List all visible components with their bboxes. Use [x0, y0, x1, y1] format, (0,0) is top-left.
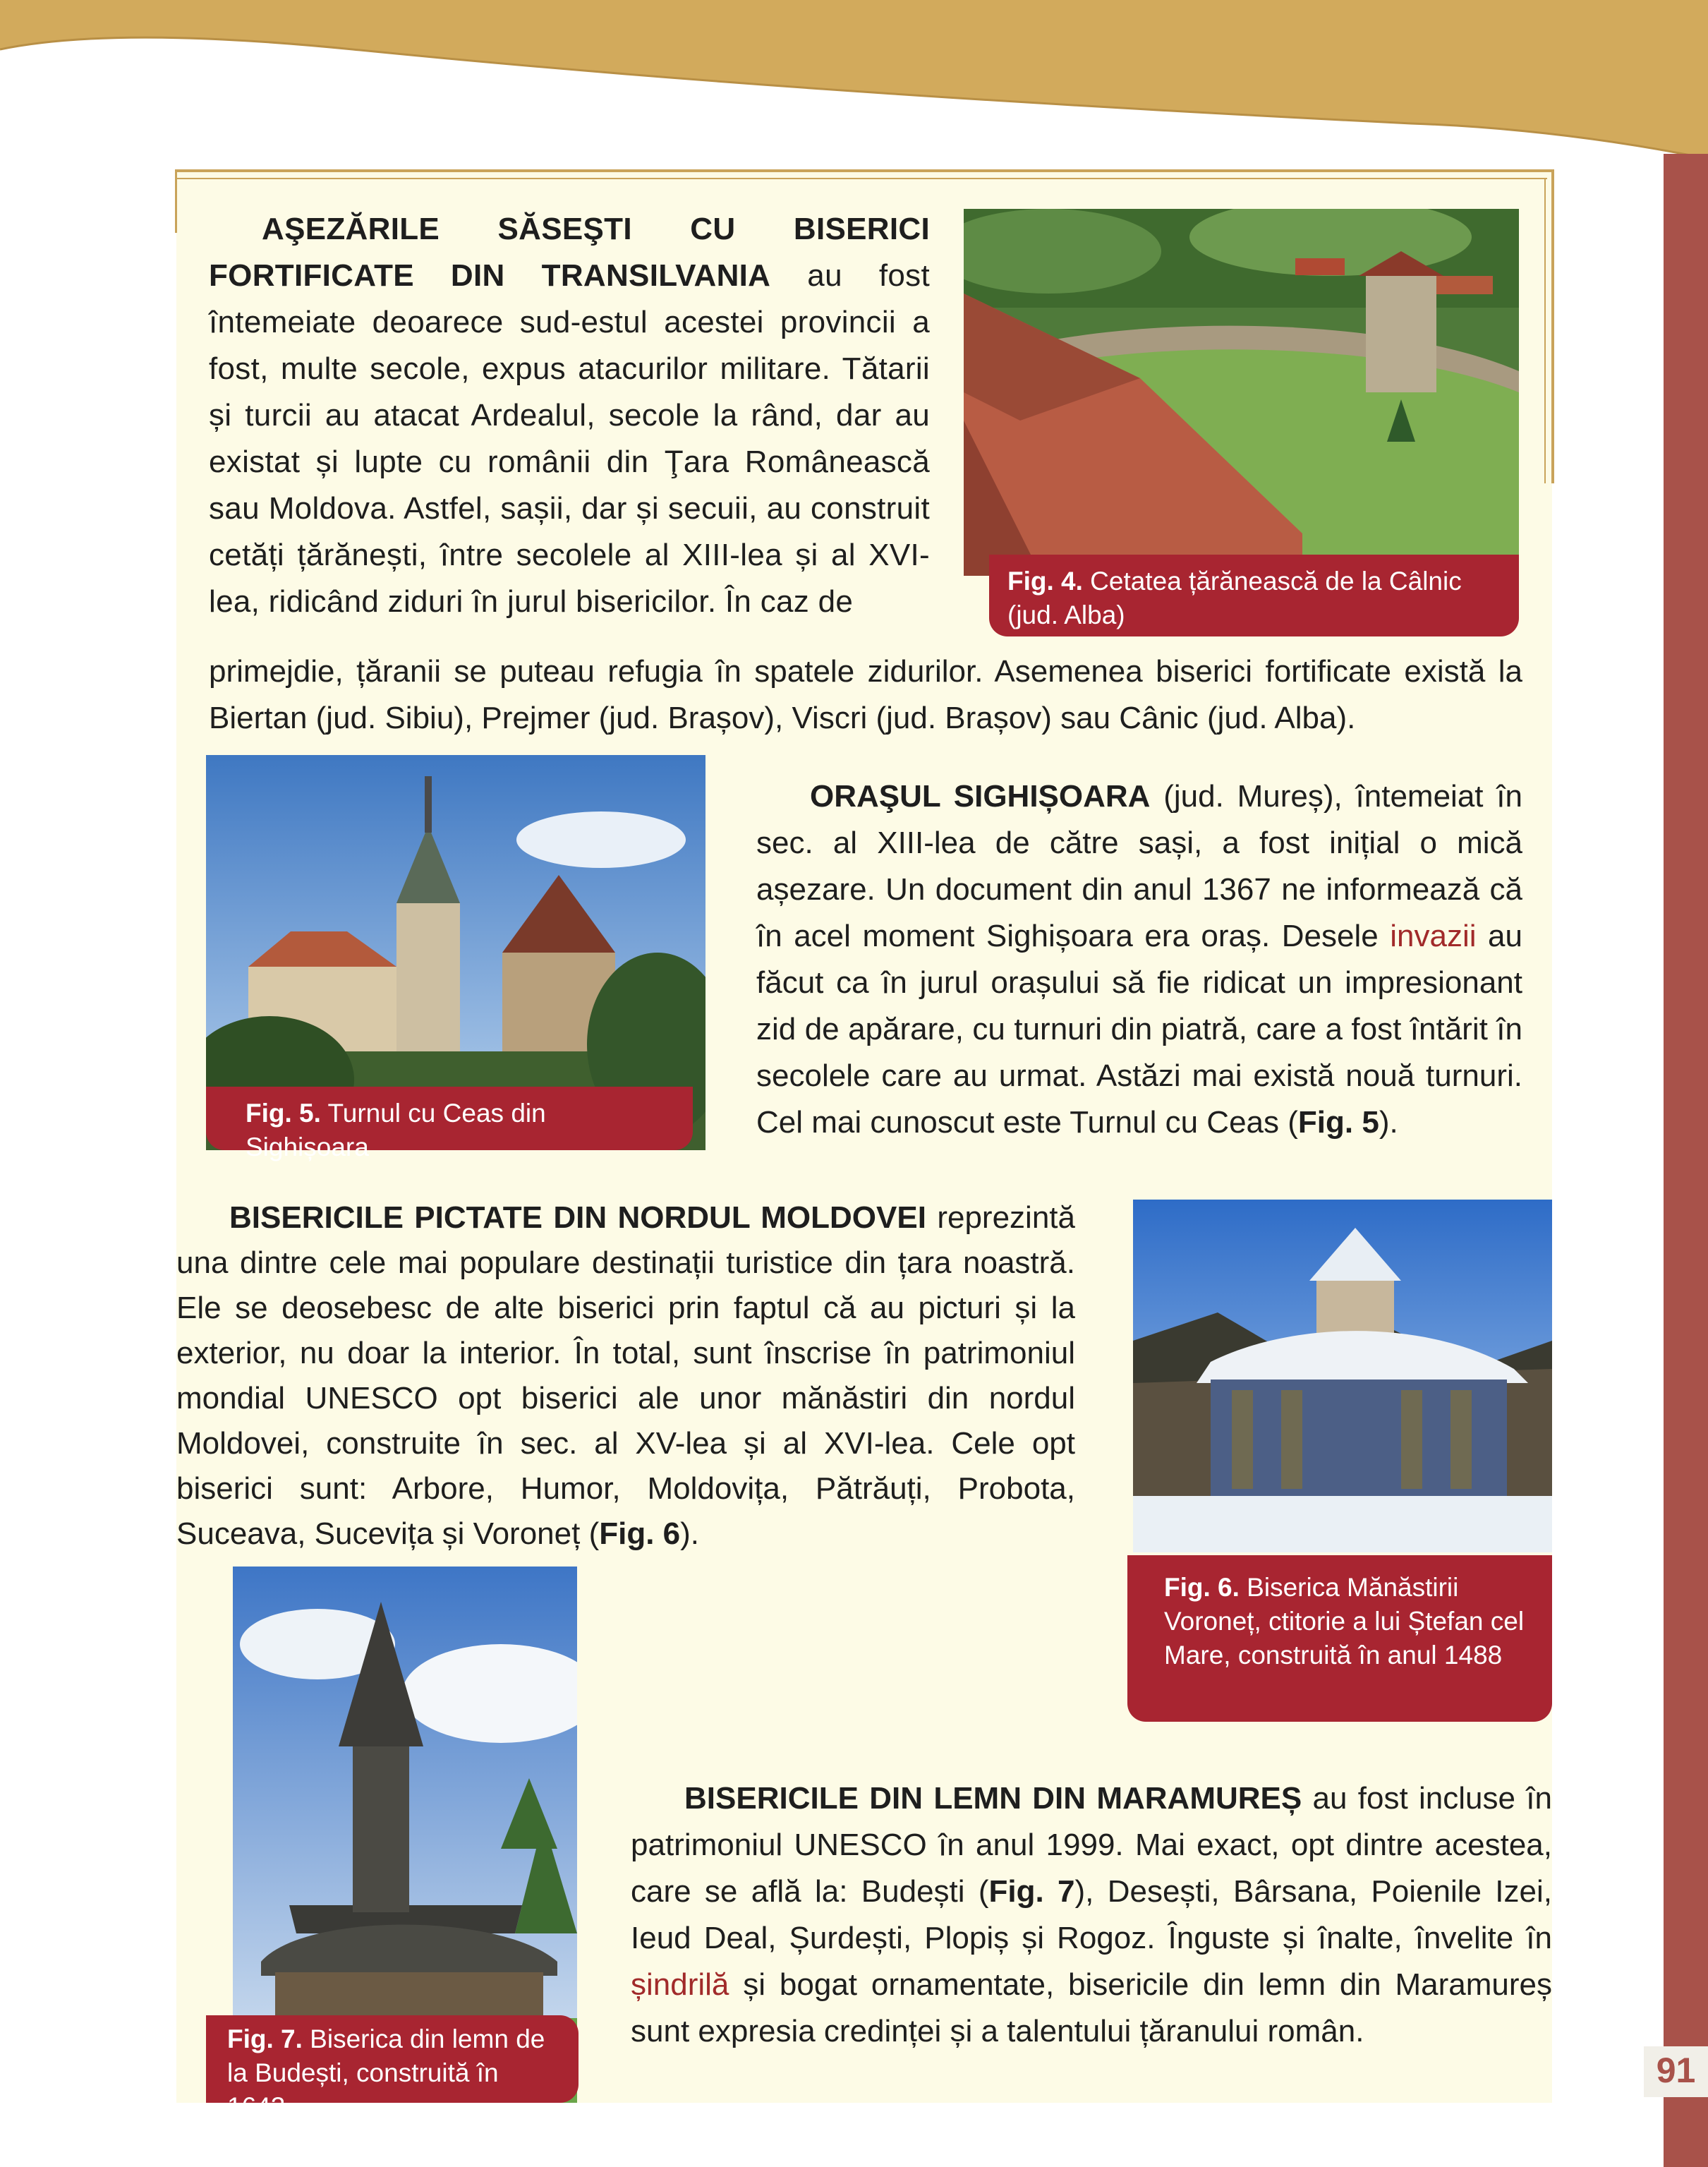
heading-sighisoara: ORAŞUL SIGHIȘOARA: [810, 779, 1151, 814]
keyword-invazii: invazii: [1390, 919, 1477, 953]
heading-biserici-pictate: BISERICILE PICTATE DIN NORDUL MOLDOVEI: [229, 1200, 926, 1235]
frame-left-line: [175, 169, 177, 233]
page-number: 91: [1656, 2051, 1696, 2090]
frame-top-line: [175, 169, 1554, 172]
top-decorative-band: [0, 0, 1708, 169]
keyword-sindrila: șindrilă: [631, 1967, 729, 2002]
fig4-caption: Fig. 4. Cetatea țărănească de la Câlnic (jud. Alba): [989, 555, 1519, 636]
frame-right-line-2: [1544, 178, 1546, 483]
fig6-photo-voronet: [1133, 1200, 1552, 1552]
heading-biserici-lemn: BISERICILE DIN LEMN DIN MARAMUREȘ: [684, 1781, 1302, 1816]
fig6-ref: Fig. 6: [599, 1516, 681, 1551]
section-biserici-pictate-text: BISERICILE PICTATE DIN NORDUL MOLDOVEI reprezintă una dintre cele mai populare destinații turistice din țara noastră. Ele se deosebesc de alte biserici prin faptul că au picturi și la exterior, nu doar la interior. În total, sunt înscrise în patrimoniul mondial UNESCO opt biserici ale unor mănăstiri din nordul Moldovei, construite în sec. al XV-lea și al XVI-lea. Cele opt biserici sunt: Arbore, Humor, Moldovița, Pătrăuți, Probota, Suceava, Sucevița și Voroneț (Fig. 6).: [176, 1200, 1075, 1551]
section-asezari-sasesti-text-cont: primejdie, țăranii se puteau refugia în spatele zidurilor. Asemenea biserici fortificate există la Biertan (jud. Sibiu), Prejmer (jud. Brașov), Viscri (jud. Brașov) sau Cânic (jud. Alba).: [209, 654, 1522, 735]
right-sidebar: [1664, 154, 1708, 2167]
fig5-ref: Fig. 5: [1297, 1105, 1379, 1140]
fig7-ref: Fig. 7: [988, 1874, 1075, 1909]
fig7-caption: Fig. 7. Biserica din lemn de la Budești, construită în 1643: [206, 2015, 579, 2103]
heading-asezari-sasesti: AŞEZĂRILE SĂSEŞTI CU BISERICI FORTIFICATE DIN TRANSILVANIA: [209, 212, 930, 293]
fig5-caption: Fig. 5. Turnul cu Ceas din Sighișoara: [206, 1087, 693, 1150]
frame-right-line: [1551, 169, 1554, 483]
fig4-photo-calnic: [964, 209, 1519, 576]
frame-top-line-2: [175, 178, 1547, 179]
section-sighisoara-text: ORAŞUL SIGHIȘOARA (jud. Mureș), întemeiat în sec. al XIII-lea de către sași, a fost inițial o mică așezare. Un document din anul 1367 ne informează că în acel moment Sighișoara era oraș. Desele invazii au făcut ca în jurul orașului să fie ridicat un impresionant zid de apărare, cu turnuri din piatră, care a fost întărit în secolele care au urmat. Astăzi mai există nouă turnuri. Cel mai cunoscut este Turnul cu Ceas (Fig. 5).: [756, 779, 1523, 1140]
fig6-caption: Fig. 6. Biserica Mănăstirii Voroneț, ctitorie a lui Ștefan cel Mare, construită în anul 1488: [1127, 1555, 1552, 1722]
section-biserici-lemn-text: BISERICILE DIN LEMN DIN MARAMUREȘ au fost incluse în patrimoniul UNESCO în anul 1999. Mai exact, opt dintre acestea, care se află la: Budești (Fig. 7), Desești, Bârsana, Poienile Izei, Ieud Deal, Șurdești, Plopiș și Rogoz. Înguste și înalte, învelite în șindrilă și bogat ornamentate, bisericile din lemn din Maramureș sunt expresia credinței și a talentului țăranului român.: [631, 1781, 1552, 2048]
section-asezari-sasesti-text: AŞEZĂRILE SĂSEŞTI CU BISERICI FORTIFICATE DIN TRANSILVANIA au fost întemeiate deoarece sud-estul acestei provincii a fost, multe secole, expus atacurilor militare. Tătarii și turcii au atacat Ardealul, secole la rând, dar au existat și lupte cu românii din Ţara Românească sau Moldova. Astfel, sașii, dar și secuii, au construit cetăți țărănești, între secolele al XIII-lea și al XVI-lea, ridicând ziduri în jurul bisericilor. În caz de: [209, 212, 930, 619]
